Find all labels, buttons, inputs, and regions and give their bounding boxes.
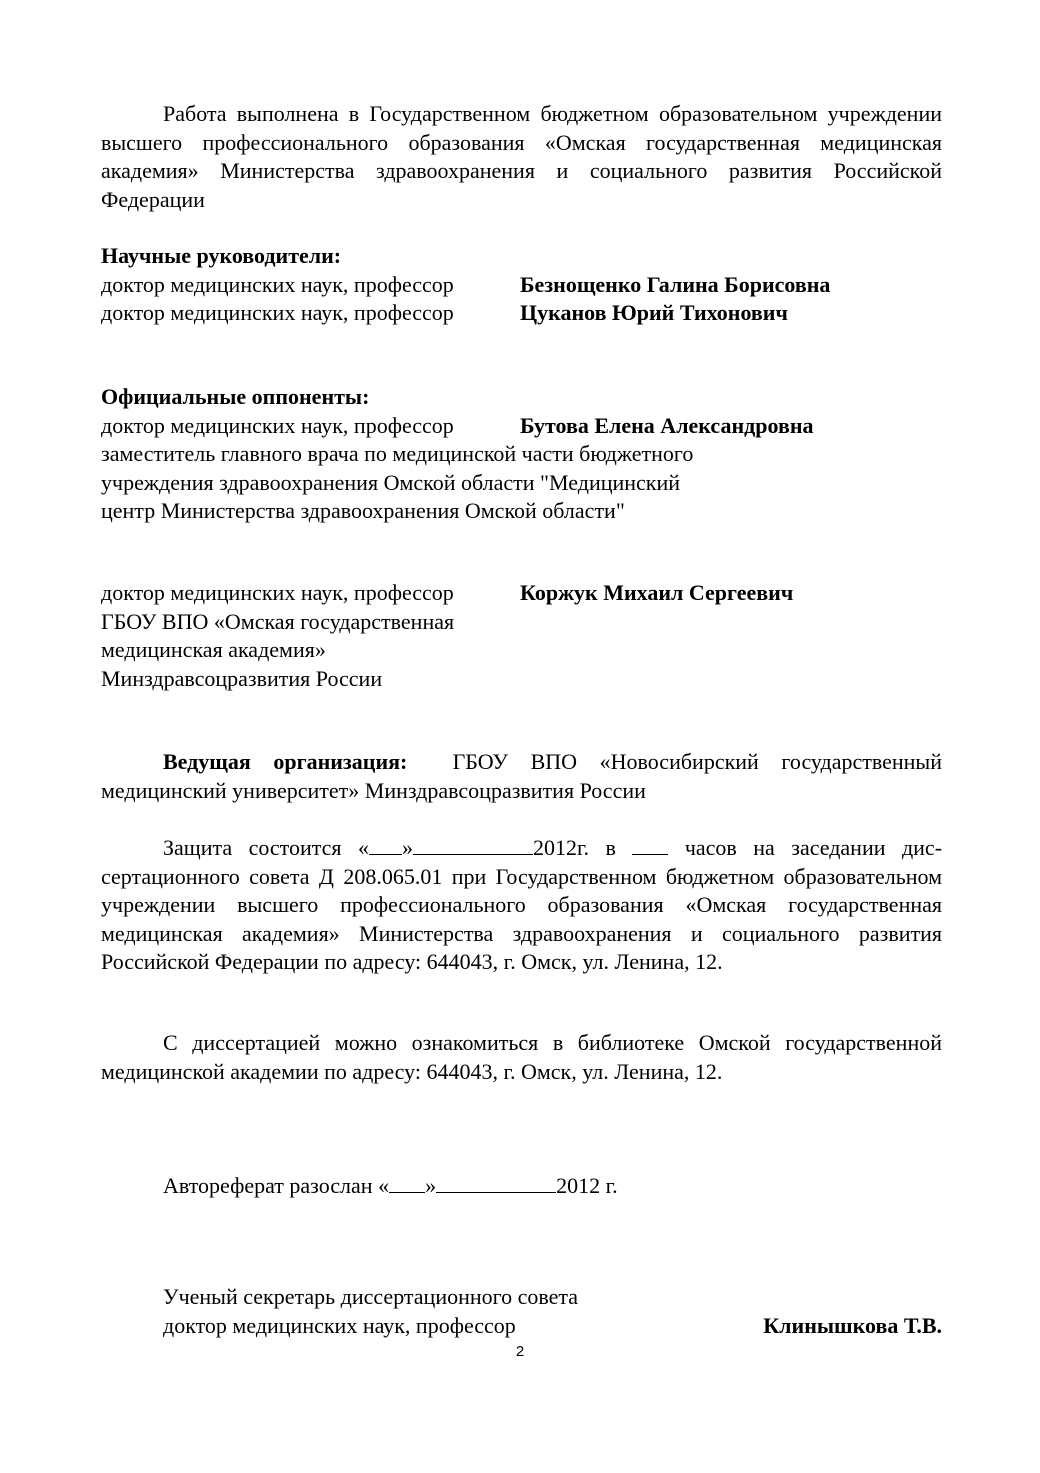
month-blank	[413, 832, 533, 855]
library-paragraph: С диссертацией можно ознакомиться в библиотеке Омской государственной медицинской академии по адресу: 644043, г. Омск, ул. Ленина, 12.	[101, 1030, 942, 1084]
opponent-row	[101, 579, 942, 608]
secretary-section	[101, 1283, 942, 1340]
intro-paragraph: Работа выполнена в Государственном бюджетном образовательном учреждении высшего профессионального образования «Омская государственная медицинская академия» Министерства здравоохранения и социального развития Российской Федерации	[101, 101, 942, 212]
sent-paragraph	[101, 1170, 942, 1201]
defense-text-start: Защита состоится «	[163, 835, 369, 860]
sent-section	[101, 1170, 942, 1201]
leading-org-label: Ведущая организация:	[163, 749, 408, 774]
opponent-position-line: медицинская академия»	[101, 637, 326, 662]
opponent-position-line: заместитель главного врача по медицинской части бюджетного	[101, 441, 694, 466]
opponent-position-line: учреждения здравоохранения Омской области "Медицинский	[101, 469, 681, 495]
hour-blank	[632, 832, 668, 855]
defense-paragraph	[101, 832, 942, 977]
secretary-title: доктор медицинских наук, профессор	[163, 1312, 516, 1338]
day-blank	[369, 832, 402, 855]
defense-text-year: 2012г. в	[533, 835, 616, 860]
supervisor-name: Безнощенко Галина Борисовна	[520, 271, 831, 297]
secretary-line: Ученый секретарь диссертационного совета	[163, 1284, 579, 1309]
sent-text-start: Автореферат разослан «	[163, 1173, 390, 1198]
leading-org-paragraph	[101, 748, 942, 805]
sent-day-blank	[389, 1170, 425, 1193]
supervisor-title: доктор медицинских наук, профессор	[101, 300, 454, 325]
defense-text-quote: »	[402, 835, 413, 860]
supervisors-heading: Научные руководители:	[101, 243, 342, 268]
sent-text-quote: »	[425, 1173, 437, 1198]
opponent-position-line: ГБОУ ВПО «Омская государственная	[101, 608, 455, 634]
secretary-row	[101, 1312, 942, 1341]
sent-month-blank	[436, 1170, 556, 1193]
supervisor-name: Цуканов Юрий Тихонович	[520, 300, 788, 325]
page-number: 2	[515, 1343, 525, 1360]
opponent-row	[101, 412, 942, 441]
supervisor-row	[101, 271, 942, 300]
opponent-position-line: Минздравсоцразвития России	[101, 665, 383, 691]
opponents-heading: Официальные оппоненты:	[101, 384, 370, 409]
defense-section	[101, 832, 942, 977]
leading-org-section	[101, 748, 942, 805]
supervisor-title: доктор медицинских наук, профессор	[101, 271, 454, 297]
opponent-name: Бутова Елена Александровна	[520, 412, 814, 438]
supervisor-row	[101, 299, 942, 328]
opponent-title: доктор медицинских наук, профессор	[101, 580, 454, 605]
opponent-position-line: центр Министерства здравоохранения Омской области"	[101, 498, 625, 523]
sent-text-year: 2012 г.	[556, 1173, 618, 1198]
leading-org-text: ГБОУ ВПО «Новосибирский государственный медицинский университет» Минздравсоцразвития России	[101, 749, 942, 803]
opponent-second-section	[101, 579, 942, 693]
intro-section	[101, 100, 942, 214]
opponents-section	[101, 383, 942, 526]
supervisors-section	[101, 242, 942, 328]
library-section	[101, 1029, 942, 1086]
secretary-name: Клинышкова Т.В.	[763, 1312, 942, 1338]
opponent-name: Коржук Михаил Сергеевич	[520, 580, 794, 605]
defense-text-rest: часов на заседании диссертационного совета Д 208.065.01 при Государственном бюджетном образовательном учреждении высшего профессионального образования «Омская государственная медицинская академия» Министерства здравоохранения и социального развития Российской Федерации по адресу: 644043, г. Омск, ул. Ленина, 12.	[101, 835, 943, 974]
opponent-title: доктор медицинских наук, профессор	[101, 412, 454, 438]
